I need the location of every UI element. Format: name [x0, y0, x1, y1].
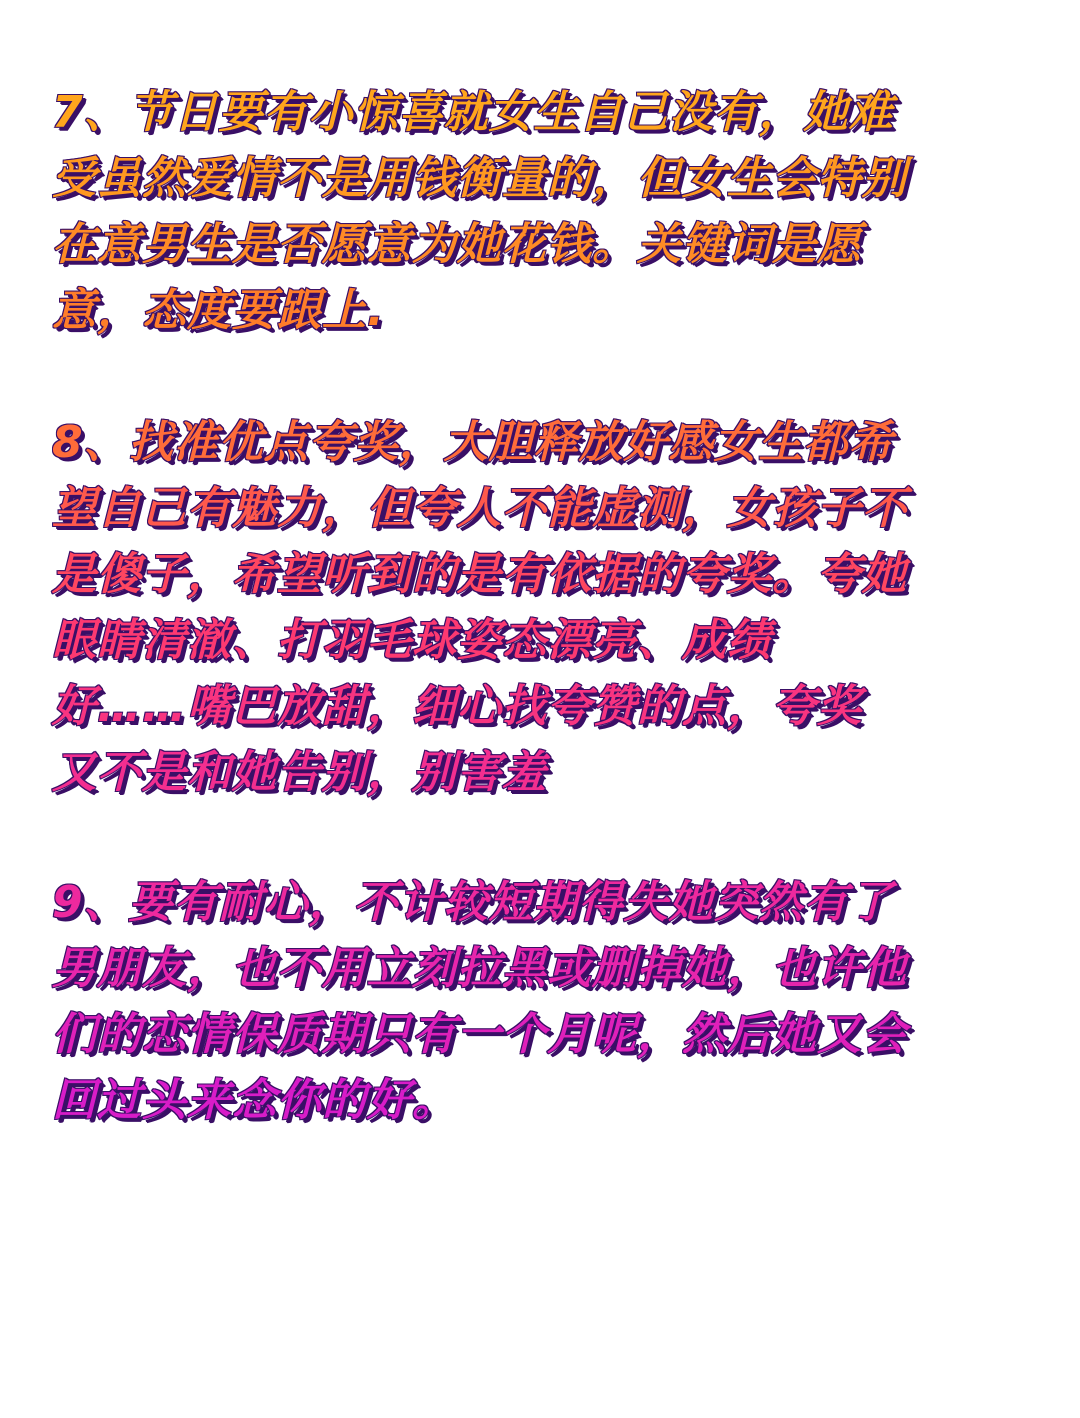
tip-9-paragraph: [52, 870, 1032, 1134]
tip-8-line-1: 8、找准优点夸奖，大胆释放好感女生都希: [52, 417, 894, 468]
tip-7-line-2: 受虽然爱情不是用钱衡量的，但女生会特别: [52, 153, 907, 204]
tip-8-line-4: 眼睛清澈、打羽毛球姿态漂亮、成绩: [52, 615, 772, 666]
tip-9-line-4: 回过头来念你的好。: [52, 1075, 457, 1126]
tip-7-paragraph: [52, 80, 1032, 344]
tip-8-line-5: 好……嘴巴放甜，细心找夸赞的点，夸奖: [52, 681, 862, 732]
tip-8-line-3: 是傻子，希望听到的是有依据的夸奖。夸她: [52, 549, 907, 600]
tip-9-line-1: 9、要有耐心，不计较短期得失她突然有了: [52, 877, 894, 928]
tip-7-line-1: 7、节日要有小惊喜就女生自己没有，她难: [52, 87, 894, 138]
tip-8-line-6: 又不是和她告别，别害羞: [52, 747, 547, 798]
tip-7-line-4: 意，态度要跟上.: [52, 285, 385, 336]
tip-9-line-2: 男朋友，也不用立刻拉黑或删掉她，也许他: [52, 943, 907, 994]
tip-9-line-3: 们的恋情保质期只有一个月呢，然后她又会: [52, 1009, 907, 1060]
tip-8-paragraph: [52, 410, 1032, 806]
tip-7-line-3: 在意男生是否愿意为她花钱。关键词是愿: [52, 219, 862, 270]
tip-8-line-2: 望自己有魅力，但夸人不能虚测，女孩子不: [52, 483, 907, 534]
